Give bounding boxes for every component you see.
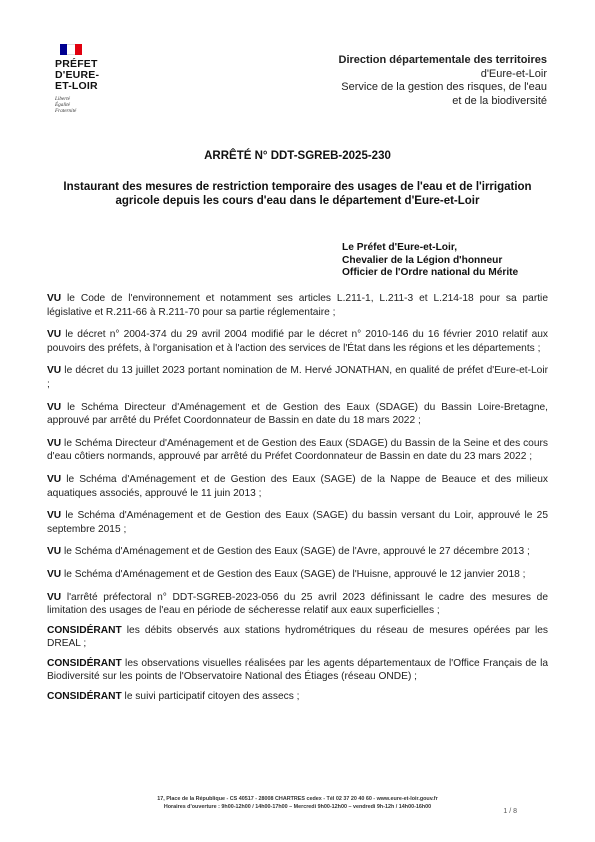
clause-keyword: CONSIDÉRANT <box>47 691 122 703</box>
clause <box>47 328 548 355</box>
clause <box>47 690 548 704</box>
clause-keyword: VU <box>47 546 62 558</box>
clause-keyword: VU <box>47 591 62 603</box>
clause-keyword: VU <box>47 437 62 449</box>
document-title: Instaurant des mesures de restriction temporaire des usages de l'eau et de l'irrigation agricole depuis les cours d'eau dans le département d'Eure-et-Loir <box>63 181 532 207</box>
clause-keyword: VU <box>47 401 62 413</box>
marianne-flag-icon <box>60 44 82 55</box>
clause-keyword: CONSIDÉRANT <box>47 624 122 636</box>
service-name: Service de la gestion des risques, de l'eau <box>341 81 547 93</box>
clause-text: les débits observés aux stations hydrométriques du réseau de mesures opérées par les DREAL ; <box>47 624 548 650</box>
clause-keyword: VU <box>47 510 62 522</box>
clause-text: le suivi participatif citoyen des assecs ; <box>121 691 300 703</box>
prefecture-logo <box>55 44 125 114</box>
clause-text: le Schéma d'Aménagement et de Gestion des Eaux (SAGE) de la Nappe de Beauce et des milieux aquatiques associés, approuvé le 11 juin 2013 ; <box>47 473 548 499</box>
clause <box>47 473 548 500</box>
clause-text: le décret du 13 juillet 2023 portant nomination de M. Hervé JONATHAN, en qualité de préfet d'Eure-et-Loir ; <box>47 365 548 390</box>
department-name: d'Eure-et-Loir <box>480 67 547 80</box>
directorate-name: Direction départementale des territoires <box>338 54 547 66</box>
issuing-service <box>339 54 547 108</box>
clause <box>47 509 548 536</box>
clause-keyword: VU <box>47 365 62 377</box>
signatory <box>342 242 518 280</box>
document-body <box>47 292 548 710</box>
clause-text: l'arrêté préfectoral n° DDT-SGREB-2023-056 du 25 avril 2023 définissant le cadre des mesures de limitation des usages de l'eau en période de sécheresse relatif aux eaux superficielles ; <box>47 591 548 617</box>
page-number: 1 / 8 <box>503 808 517 815</box>
signatory-honour-2: Officier de l'Ordre national du Mérite <box>342 267 519 278</box>
clause-text: le Schéma d'Aménagement et de Gestion des Eaux (SAGE) de l'Huisne, approuvé le 12 janvier 2018 ; <box>61 568 526 580</box>
service-name-cont: et de la biodiversité <box>452 94 547 107</box>
clause-keyword: CONSIDÉRANT <box>47 657 122 669</box>
clause-text: le Schéma Directeur d'Aménagement et de Gestion des Eaux (SDAGE) du Bassin de la Seine et des cours d'eau côtiers normands, approuvé par arrêté du Préfet Coordonnateur de Bassin en date du 23 mars 2022 ; <box>47 437 548 463</box>
clause <box>47 545 548 559</box>
clause-text: le décret n° 2004-374 du 29 avril 2004 modifié par le décret n° 2010-146 du 16 février 2010 relatif aux pouvoirs des préfets, à l'organisation et à l'action des services de l'État dans les régions et les départements ; <box>47 329 548 354</box>
clause <box>47 591 548 618</box>
clause-text: le Code de l'environnement et notamment ses articles L.211-1, L.211-3 et L.214-18 pour sa partie législative et R.211-66 à R.211-70 pour sa partie réglementaire ; <box>47 293 548 318</box>
clause-keyword: VU <box>47 293 62 304</box>
footer-address: 17, Place de la République - CS 40517 - 28008 CHARTRES cedex - Tél 02 37 20 40 60 - www.eure-et-loir.gouv.fr <box>157 796 438 802</box>
clause-text: les observations visuelles réalisées par les agents départementaux de l'Office Français de la Biodiversité sur les points de l'Observatoire National des Étiages (réseau ONDE) ; <box>47 657 548 683</box>
clause-keyword: VU <box>47 329 62 341</box>
footer-hours: Horaires d'ouverture : 9h00-12h00 / 14h00-17h00 – Mercredi 9h00-12h00 – vendredi 9h-12h / 14h00-16h00 <box>163 804 432 810</box>
republic-motto: Liberté Égalité Fraternité <box>55 96 77 114</box>
signatory-title: Le Préfet d'Eure-et-Loir, <box>342 242 458 253</box>
clause <box>47 568 548 582</box>
signatory-honour-1: Chevalier de la Légion d'honneur <box>342 254 503 266</box>
clause <box>47 292 548 319</box>
clause <box>47 401 548 428</box>
arrete-number: ARRÊTÉ N° DDT-SGREB-2025-230 <box>204 150 391 162</box>
clause-text: le Schéma d'Aménagement et de Gestion des Eaux (SAGE) de l'Avre, approuvé le 27 décembre 2013 ; <box>61 546 530 558</box>
clause-keyword: VU <box>47 568 62 580</box>
clause-text: le Schéma d'Aménagement et de Gestion des Eaux (SAGE) du bassin versant du Loir, approuvé le 25 septembre 2015 ; <box>47 510 548 535</box>
clause <box>47 437 548 464</box>
clause <box>47 364 548 391</box>
logo-text: PRÉFET D'EURE- ET-LOIR <box>55 58 100 92</box>
clause <box>47 657 548 684</box>
clause-text: le Schéma Directeur d'Aménagement et de Gestion des Eaux (SDAGE) du Bassin Loire-Bretagne, approuvé par arrêté du Préfet Coordonnateur de Bassin en date du 18 mars 2022 ; <box>47 401 548 427</box>
clause-keyword: VU <box>47 473 62 485</box>
clause <box>47 624 548 651</box>
